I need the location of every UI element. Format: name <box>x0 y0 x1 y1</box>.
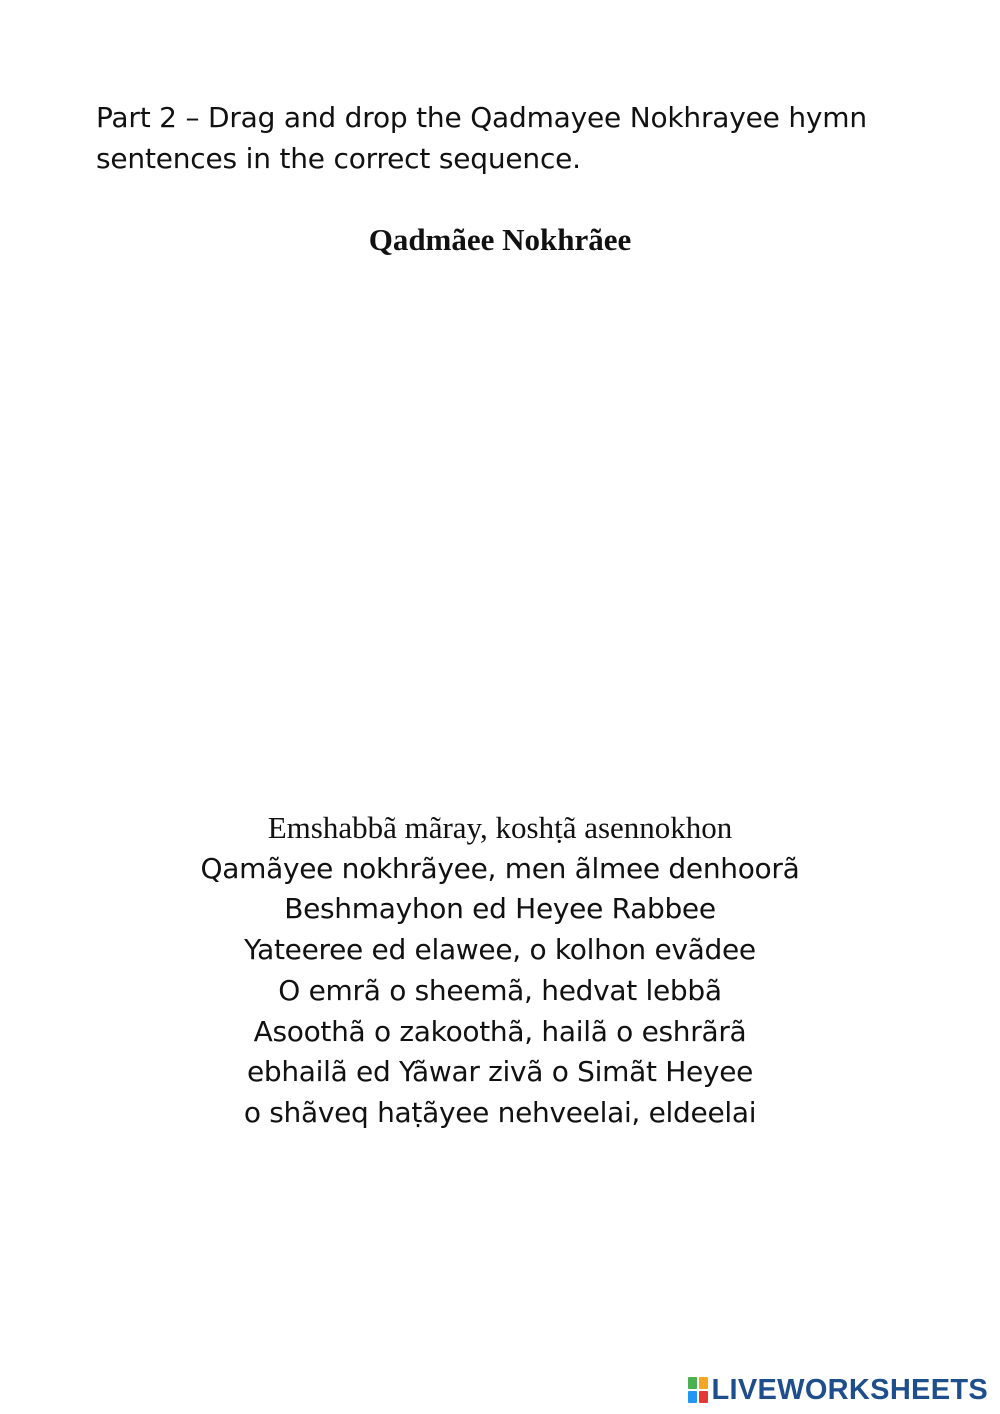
draggable-sentence-3[interactable]: Beshmayhon ed Heyee Rabbee <box>284 892 716 926</box>
instruction-text: Part 2 – Drag and drop the Qadmayee Nokhrayee hymn sentences in the correct sequence. <box>96 101 867 175</box>
liveworksheets-mark-icon <box>688 1377 708 1403</box>
draggable-sentence-6[interactable]: Asoothã o zakoothã, hailã o eshrãrã <box>253 1014 747 1048</box>
mark-square-3 <box>688 1391 697 1403</box>
brand-name: LIVEWORKSHEETS <box>711 1373 988 1406</box>
mark-square-4 <box>699 1391 708 1403</box>
draggable-sentence-8[interactable]: o shãveq haṭãyee nehveelai, eldeelai <box>243 1095 757 1129</box>
mark-square-2 <box>699 1377 708 1389</box>
draggable-sentence-4[interactable]: Yateeree ed elawee, o kolhon evãdee <box>244 933 756 967</box>
draggable-sentence-5[interactable]: O emrã o sheemã, hedvat lebbã <box>278 973 722 1007</box>
draggable-sentence-1[interactable]: Emshabbã mãray, koshṭã asennokhon <box>267 810 733 845</box>
draggable-sentence-7[interactable]: ebhailã ed Yãwar zivã o Simãt Heyee <box>246 1055 754 1089</box>
mark-square-1 <box>688 1377 697 1389</box>
hymn-title: Qadmãee Nokhrãee <box>368 222 632 257</box>
draggable-sentence-2[interactable]: Qamãyee nokhrãyee, men ãlmee denhoorã <box>200 851 800 885</box>
sentence-list <box>0 808 1000 1134</box>
liveworksheets-logo <box>688 1374 989 1406</box>
